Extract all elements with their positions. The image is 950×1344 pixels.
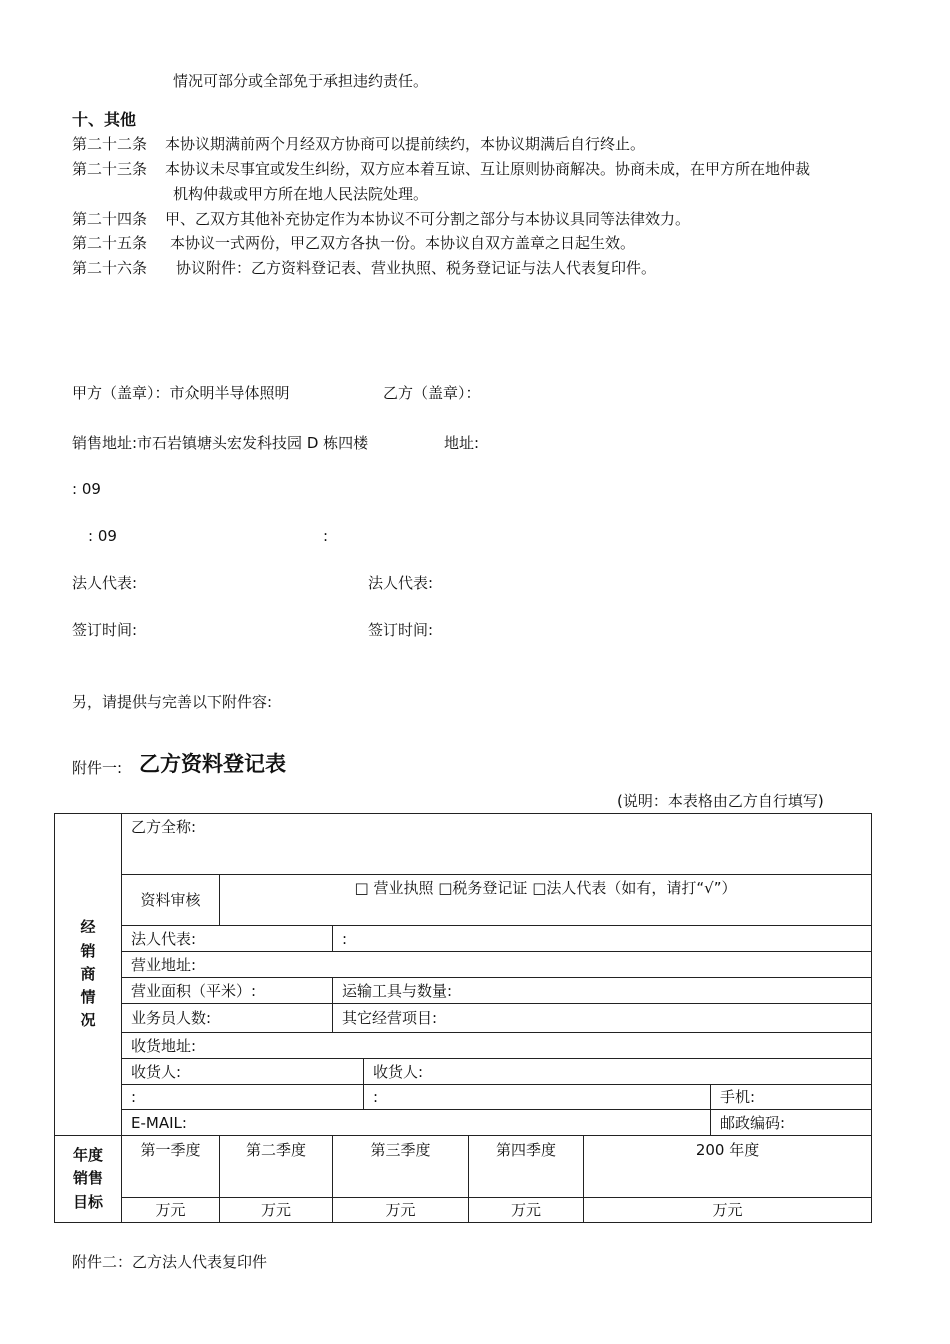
party-b-address: 地址: [444,434,480,452]
article-24-number: 第二十四条 [72,210,148,228]
quarter-4-header: 第四季度 [469,1136,584,1198]
attachments-note: 另，请提供与完善以下附件容: [72,693,273,711]
quarter-2-header: 第二季度 [220,1136,333,1198]
annex-1-instruction: (说明：本表格由乙方自行填写) [617,792,824,810]
article-25-text: 本协议一式两份，甲乙双方各执一份。本协议自双方盖章之日起生效。 [170,234,636,252]
annex-1-prefix: 附件一: [72,759,123,777]
quarter-3-amount[interactable]: 万元 [333,1198,469,1223]
receiver-2-field[interactable]: 收货人: [364,1059,872,1085]
annual-amount[interactable]: 万元 [584,1198,872,1223]
party-a-legal-rep: 法人代表: [72,574,138,592]
staff-count-field[interactable]: 业务员人数: [122,1004,333,1033]
document-review-checkboxes[interactable]: □ 营业执照 □税务登记证 □法人代表（如有，请打“√”） [220,875,872,926]
dealer-info-side-label [55,814,122,1136]
section-heading: 十、其他 [72,110,137,129]
quarter-1-header: 第一季度 [122,1136,220,1198]
party-b-sign-date: 签订时间: [368,621,434,639]
side-char: 销售 [72,1169,103,1188]
article-23-text: 本协议未尽事宜或发生纠纷，双方应本着互谅、互让原则协商解决。协商未成，在甲方所在地仲裁 [165,160,811,178]
receiver-2-contact-field[interactable]: : [364,1085,711,1110]
article-26-text: 协议附件：乙方资料登记表、营业执照、税务登记证与法人代表复印件。 [176,259,657,277]
quarter-2-amount[interactable]: 万元 [220,1198,333,1223]
transport-field[interactable]: 运输工具与数量: [333,978,872,1004]
quarter-4-amount[interactable]: 万元 [469,1198,584,1223]
annual-header: 200 年度 [584,1136,872,1198]
annex-2-title: 附件二：乙方法人代表复印件 [72,1253,268,1271]
quarter-3-header: 第三季度 [333,1136,469,1198]
postcode-field[interactable]: 邮政编码: [711,1110,872,1136]
receiver-1-contact-field[interactable]: : [122,1085,364,1110]
business-area-field[interactable]: 营业面积（平米）: [122,978,333,1004]
party-a-fax: : 09 [88,527,117,545]
side-char: 商 [80,964,96,983]
registration-form-table [54,813,872,1223]
continuation-line: 情况可部分或全部免于承担违约责任。 [173,72,429,90]
party-a-address: 销售地址:市石岩镇塘头宏发科技园 D 栋四楼 [72,434,369,452]
receiver-1-field[interactable]: 收货人: [122,1059,364,1085]
article-23-number: 第二十三条 [72,160,148,178]
article-22-text: 本协议期满前两个月经双方协商可以提前续约，本协议期满后自行终止。 [165,135,646,153]
side-char: 况 [80,1011,96,1030]
quarter-1-amount[interactable]: 万元 [122,1198,220,1223]
side-char: 经 [80,918,96,937]
party-a-tel: : 09 [72,480,101,498]
side-char: 年度 [72,1146,103,1165]
email-field[interactable]: E-MAIL: [122,1110,711,1136]
party-b-legal-rep: 法人代表: [368,574,434,592]
business-address-field[interactable]: 营业地址: [122,952,872,978]
annex-1-title: 乙方资料登记表 [139,752,286,776]
annual-sales-target-label [55,1136,122,1223]
article-26-number: 第二十六条 [72,259,148,277]
party-a-sign-date: 签订时间: [72,621,138,639]
article-24-text: 甲、乙双方其他补充协定作为本协议不可分割之部分与本协议具同等法律效力。 [165,210,691,228]
mobile-field[interactable]: 手机: [711,1085,872,1110]
legal-rep-contact-field[interactable]: : [333,926,872,952]
article-25-number: 第二十五条 [72,234,148,252]
article-22-number: 第二十二条 [72,135,148,153]
party-b-fax: : [323,527,329,545]
document-review-label: 资料审核 [122,875,220,926]
other-business-field[interactable]: 其它经营项目: [333,1004,872,1033]
article-23-text-continued: 机构仲裁或甲方所在地人民法院处理。 [173,185,429,203]
party-b-seal: 乙方（盖章）： [383,384,481,402]
shipping-address-field[interactable]: 收货地址: [122,1033,872,1059]
company-full-name-field[interactable]: 乙方全称: [122,814,872,875]
side-char: 销 [80,941,96,960]
side-char: 目标 [72,1192,103,1211]
legal-rep-field[interactable]: 法人代表: [122,926,333,952]
side-char: 情 [80,988,96,1007]
party-a-seal: 甲方（盖章）：市众明半导体照明 [72,384,290,402]
